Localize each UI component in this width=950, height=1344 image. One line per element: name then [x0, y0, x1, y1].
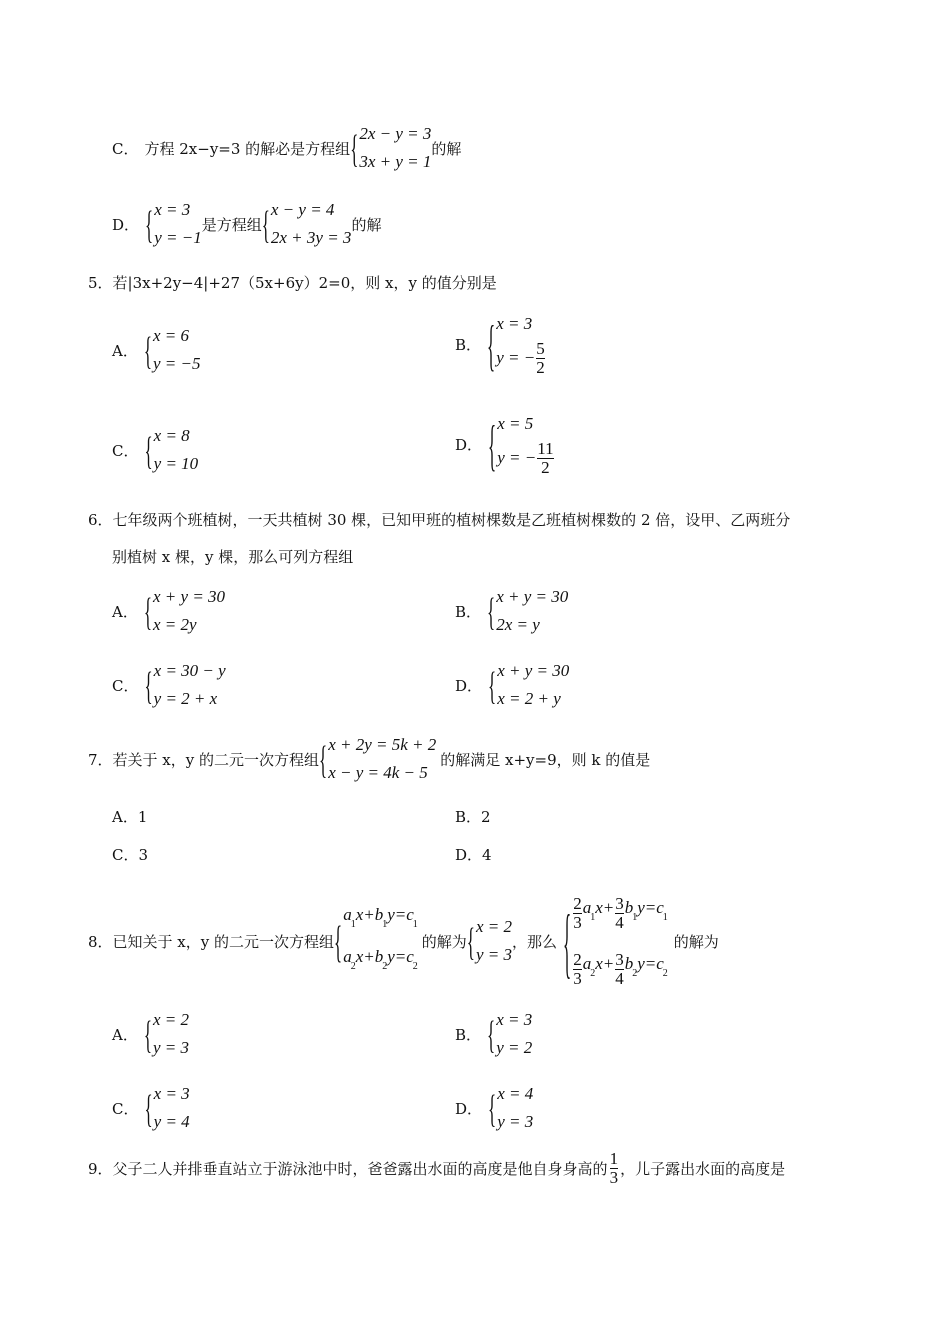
equation-system: [488, 1080, 533, 1136]
brace: {: [143, 328, 153, 372]
fraction: [536, 340, 545, 377]
eq-row: [496, 338, 546, 378]
q5-stem: 5．若|3x+2y−4|+27（5x+6y）2=0，则 x，y 的值分别是: [88, 274, 497, 292]
brace: {: [350, 126, 359, 170]
fraction: [610, 1150, 619, 1187]
option-label: B．: [455, 335, 482, 354]
text: 是方程组: [201, 215, 262, 234]
option-label: C．: [112, 676, 139, 695]
equation-system: [262, 196, 352, 252]
text: 7．若关于 x，y 的二元一次方程组: [88, 750, 320, 769]
denominator: 2: [541, 457, 550, 477]
q6-option-d: [455, 657, 569, 713]
denominator: 3: [609, 1168, 619, 1187]
option-label: D．: [455, 1099, 483, 1118]
numerator: 11: [537, 438, 554, 458]
q8-stem: [88, 885, 719, 997]
equation-system: [144, 1080, 189, 1136]
eq-row: 2x − y = 3: [359, 124, 432, 143]
fraction: $\frac{2}{3}$: [573, 949, 582, 988]
brace: {: [261, 202, 270, 246]
equation-system: [334, 899, 418, 983]
option-label: C．: [112, 139, 139, 158]
eq-row: x = 3: [153, 1084, 190, 1103]
equation-system: [467, 913, 512, 969]
numerator: 1: [609, 1149, 619, 1168]
eq-row: $a_1x+b_1y=c_1$: [343, 905, 418, 930]
brace: {: [144, 663, 153, 707]
eq-row: x = 2 + y: [497, 689, 561, 708]
eq-row: y = 3: [497, 1112, 534, 1131]
eq-row: x = 8: [153, 426, 190, 445]
equation-system: [144, 583, 225, 639]
equation-system: [144, 422, 198, 478]
eq-row: y = 3: [475, 945, 512, 964]
option-label: D．: [455, 435, 483, 454]
q6-option-a: [112, 583, 225, 639]
brace: {: [488, 663, 497, 707]
eq-row: $\frac{2}{3}$ $a_1x+$ $\frac{3}{4}$ $b_1y=c_1$: [573, 893, 668, 932]
eq-row: y = 4: [153, 1112, 190, 1131]
option-label: B．: [455, 1025, 482, 1044]
text: 的解为: [421, 932, 467, 951]
equation-system: [488, 410, 555, 478]
numerator: 5: [536, 338, 545, 358]
q6-option-c: [112, 657, 226, 713]
equation-system: [488, 657, 569, 713]
text: 的解: [431, 139, 462, 158]
fraction: [537, 440, 553, 477]
eq-row: y = 10: [153, 454, 199, 473]
eq-row: y = 2: [496, 1038, 533, 1057]
q6-stem-line1: 6．七年级两个班植树，一天共植树 30 棵，已知甲班的植树棵数是乙班植树棵数的 2 倍，设甲、乙两班分: [88, 511, 791, 529]
brace: {: [487, 312, 496, 376]
eq-row: $\frac{2}{3}$ $a_2x+$ $\frac{3}{4}$ $b_2y=c_2$: [573, 949, 668, 988]
brace: {: [144, 1086, 153, 1130]
text: ，儿子露出水面的高度是: [620, 1160, 786, 1178]
eq-row: x = 2: [475, 917, 512, 936]
text: ，那么: [512, 932, 558, 951]
option-label: D．: [455, 676, 483, 695]
equation-system: [319, 731, 436, 787]
option-label: A．: [112, 602, 138, 621]
q7-option-c: C．3: [112, 846, 149, 864]
eq-row: 2x + 3y = 3: [270, 228, 352, 247]
eq-lhs: y = −: [496, 348, 536, 367]
denominator: 2: [536, 357, 545, 377]
q7-option-b: B．2: [455, 808, 491, 826]
brace: {: [487, 1012, 496, 1056]
eq-row: x + y = 30: [497, 661, 570, 680]
eq-row: x = 6: [153, 326, 190, 345]
eq-row: x = 3: [496, 1010, 533, 1029]
q4-option-c: [112, 120, 461, 176]
eq-row: x + 2y = 5k + 2: [328, 735, 437, 754]
text: 9．父子二人并排垂直站立于游泳池中时，爸爸露出水面的高度是他自身身高的: [88, 1160, 608, 1178]
fraction: $\frac{3}{4}$: [615, 949, 624, 988]
eq-row: y = −1: [154, 228, 202, 247]
option-label: C．: [112, 441, 139, 460]
q5-option-d: [455, 410, 555, 478]
q8-option-c: [112, 1080, 190, 1136]
eq-row: x = 3: [496, 314, 533, 333]
eq-row: x = 5: [497, 414, 534, 433]
brace: {: [487, 589, 496, 633]
q6-stem-line2: 别植树 x 棵，y 棵，那么可列方程组: [112, 548, 354, 566]
brace: {: [488, 1086, 497, 1130]
text: 8．已知关于 x，y 的二元一次方程组: [88, 932, 335, 951]
q6-option-b: [455, 583, 568, 639]
brace: {: [563, 897, 572, 985]
eq-row: x = 4: [497, 1084, 534, 1103]
eq-row: y = −5: [153, 354, 201, 373]
fraction: $\frac{2}{3}$: [573, 893, 582, 932]
text: 方程 2x−y=3 的解必是方程组: [144, 139, 351, 158]
option-label: B．: [455, 602, 482, 621]
q8-option-d: [455, 1080, 533, 1136]
equation-system: [144, 657, 225, 713]
fraction: $\frac{3}{4}$: [615, 893, 624, 932]
option-label: A．: [112, 341, 138, 360]
equation-system: [487, 583, 568, 639]
q4-option-d: [112, 196, 381, 252]
eq-row: x − y = 4: [270, 200, 335, 219]
eq-row: x = 3: [154, 200, 191, 219]
eq-row: x = 2: [153, 1010, 190, 1029]
q9-stem: [88, 1150, 785, 1187]
q7-option-a: A．1: [112, 808, 148, 826]
equation-system: [145, 196, 202, 252]
eq-lhs: y = −: [497, 448, 537, 467]
brace: {: [143, 1012, 153, 1056]
equation-system: [563, 885, 668, 997]
q7-option-d: D．4: [455, 846, 492, 864]
option-label: D．: [112, 215, 140, 234]
text: 的解: [351, 215, 382, 234]
equation-system: [350, 120, 431, 176]
eq-row: 3x + y = 1: [359, 152, 432, 171]
eq-row: $a_2x+b_2y=c_2$: [343, 947, 418, 972]
eq-row: y = 3: [153, 1038, 190, 1057]
text: 的解为: [673, 932, 719, 951]
brace: {: [143, 589, 153, 633]
eq-row: x + y = 30: [496, 587, 569, 606]
eq-row: x + y = 30: [153, 587, 226, 606]
eq-row: y = 2 + x: [153, 689, 218, 708]
brace: {: [319, 737, 328, 781]
option-label: A．: [112, 1025, 138, 1044]
q5-option-b: [455, 310, 546, 378]
eq-row: [497, 438, 554, 478]
equation-system: [144, 322, 201, 378]
q5-option-c: [112, 422, 198, 478]
brace: {: [466, 919, 475, 963]
option-label: C．: [112, 1099, 139, 1118]
eq-row: x = 30 − y: [153, 661, 226, 680]
text: 的解满足 x+y=9，则 k 的值是: [440, 750, 651, 769]
brace: {: [488, 412, 497, 476]
brace: {: [144, 428, 153, 472]
eq-row: 2x = y: [496, 615, 540, 634]
eq-row: x − y = 4k − 5: [328, 763, 428, 782]
eq-row: x = 2y: [153, 615, 197, 634]
q5-option-a: [112, 322, 201, 378]
brace: {: [334, 916, 343, 966]
brace: {: [145, 202, 154, 246]
